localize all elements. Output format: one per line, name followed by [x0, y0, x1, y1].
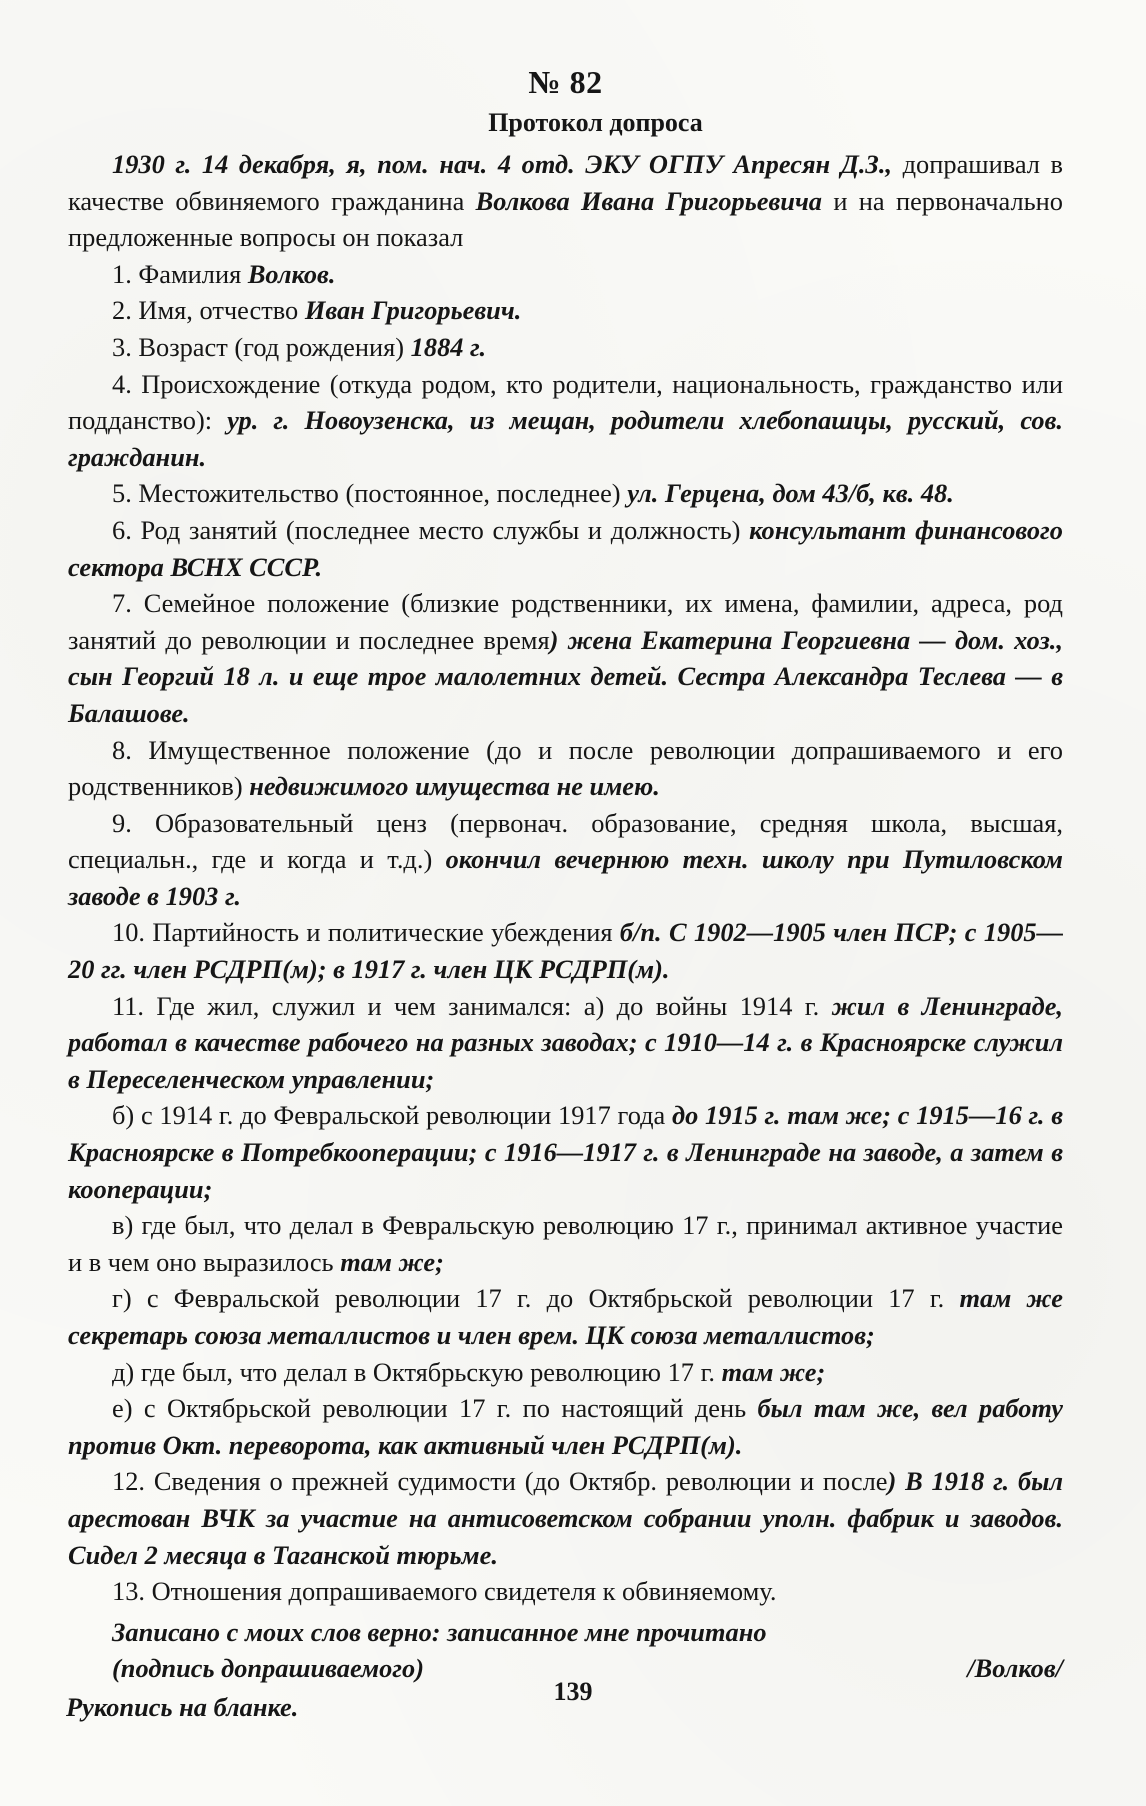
- question-text: 6. Род занятий (последнее место службы и должность): [112, 514, 750, 545]
- intro-text-1: допрашивал в качестве обвиняемого гражданина: [68, 149, 1063, 216]
- intro-paragraph: [68, 146, 1063, 256]
- question-item: [68, 988, 1063, 1098]
- document-number: № 82: [528, 64, 603, 100]
- answer-text: Волков.: [247, 258, 336, 289]
- accused-name: Волкова Ивана Григорьевича: [475, 185, 823, 216]
- answer-text: ул. Герцена, дом 43/б, кв. 48.: [627, 478, 954, 509]
- signature-statement: Записано с моих слов верно: записанное мне прочитано: [112, 1616, 767, 1647]
- question-text: 1. Фамилия: [112, 258, 248, 289]
- question-item: [68, 329, 1063, 366]
- answer-text: недвижимого имущества не имею.: [249, 771, 660, 802]
- question-item: [68, 1354, 1063, 1391]
- question-item: [68, 1463, 1063, 1573]
- answer-text: б/п. С 1902—1905 член ПСР; с 1905—20 гг. член РСДРП(м); в 1917 г. член ЦК РСДРП(м).: [68, 917, 1064, 985]
- answer-text: ) жена Екатерина Георгиевна — дом. хоз., сын Георгий 18 л. и еще трое малолетних детей. Сестра Александра Теслева — в Балашове.: [68, 624, 1064, 728]
- question-text: е) с Октябрьской революции 17 г. по настоящий день: [112, 1393, 758, 1424]
- answer-text: Иван Григорьевич.: [304, 295, 522, 326]
- question-item: [68, 475, 1063, 512]
- question-text: б) с 1914 г. до Февральской революции 1917 года: [112, 1100, 672, 1131]
- question-item: [68, 805, 1063, 915]
- question-item: [68, 292, 1063, 329]
- question-text: 5. Местожительство (постоянное, последнее): [112, 478, 628, 509]
- answer-text: был там же, вел работу против Окт. переворота, как активный член РСДРП(м).: [68, 1393, 1063, 1460]
- question-text: 3. Возраст (год рождения): [112, 331, 411, 362]
- question-item: [68, 1280, 1063, 1353]
- question-text: 8. Имущественное положение (до и после революции допрашиваемого и его родственников): [68, 734, 1063, 802]
- page-number: 139: [553, 1677, 593, 1706]
- question-text: 10. Партийность и политические убеждения: [112, 917, 620, 948]
- question-item: [68, 1097, 1063, 1207]
- answer-text: консультант финансового сектора ВСНХ СССР.: [68, 514, 1063, 582]
- document-title: Протокол допроса: [488, 108, 703, 137]
- question-item: [68, 256, 1063, 293]
- answer-text: окончил вечернюю техн. школу при Путиловском заводе в 1903 г.: [68, 844, 1063, 911]
- answer-text: жил в Ленинграде, работал в качестве рабочего на разных заводах; с 1910—14 г. в Красноярске служил в Переселенческом управлении;: [68, 990, 1064, 1094]
- question-item: [68, 512, 1063, 585]
- question-text: 9. Образовательный ценз (первонач. образование, средняя школа, высшая, специальн., где и когда и т.д.): [68, 807, 1063, 875]
- question-text: 11. Где жил, служил и чем занимался: а) до войны 1914 г.: [112, 990, 832, 1021]
- question-item: [68, 914, 1063, 987]
- answer-text: там же;: [340, 1246, 444, 1277]
- question-item: [68, 732, 1063, 805]
- answer-text: ) В 1918 г. был арестован ВЧК за участие на антисоветском собрании уполн. фабрик и заводов. Сидел 2 месяца в Таганской тюрьме.: [68, 1466, 1063, 1570]
- intro-text-2: и на первоначально предложенные вопросы он показал: [68, 185, 1063, 253]
- intro-lead: 1930 г. 14 декабря, я, пом. нач. 4 отд. ЭКУ ОГПУ Апресян Д.З.,: [112, 149, 893, 179]
- question-item: [68, 1390, 1063, 1463]
- source-note: Рукопись на бланке.: [66, 1691, 299, 1722]
- answer-text: там же секретарь союза металлистов и член врем. ЦК союза металлистов;: [68, 1283, 1063, 1350]
- question-item: [68, 366, 1063, 476]
- question-text: г) с Февральской революции 17 г. до Октябрьской революции 17 г.: [112, 1283, 960, 1314]
- question-text: 2. Имя, отчество: [112, 295, 305, 326]
- signature-name: /Волков/: [967, 1653, 1063, 1684]
- document-body: [68, 62, 1063, 1726]
- question-item: [68, 1207, 1063, 1280]
- question-text: 7. Семейное положение (близкие родственники, их имена, фамилии, адреса, род занятий до революции и последнее время: [68, 588, 1063, 655]
- answer-text: 1884 г.: [410, 331, 487, 362]
- signature-label: (подпись допрашиваемого): [112, 1653, 425, 1684]
- question-text: 4. Происхождение (откуда родом, кто родители, национальность, гражданство или подданство):: [68, 368, 1063, 436]
- answer-text: ур. г. Новоузенска, из мещан, родители хлебопашцы, русский, сов. гражданин.: [68, 405, 1063, 472]
- answer-text: до 1915 г. там же; с 1915—16 г. в Красноярске в Потребкооперации; с 1916—1917 г. в Ленинграде на заводе, а затем в кооперации;: [68, 1100, 1063, 1204]
- question-text: д) где был, что делал в Октябрьскую революцию 17 г.: [112, 1356, 722, 1387]
- question-item: [68, 585, 1063, 731]
- question-item: [68, 1573, 1063, 1610]
- question-list: [68, 256, 1063, 1610]
- answer-text: там же;: [721, 1356, 826, 1387]
- question-text: в) где был, что делал в Февральскую революцию 17 г., принимал активное участие и в чем оно выразилось: [68, 1210, 1063, 1277]
- question-text: 12. Сведения о прежней судимости (до Октябр. революции и после: [112, 1466, 888, 1497]
- question-text: 13. Отношения допрашиваемого свидетеля к обвиняемому.: [112, 1576, 777, 1607]
